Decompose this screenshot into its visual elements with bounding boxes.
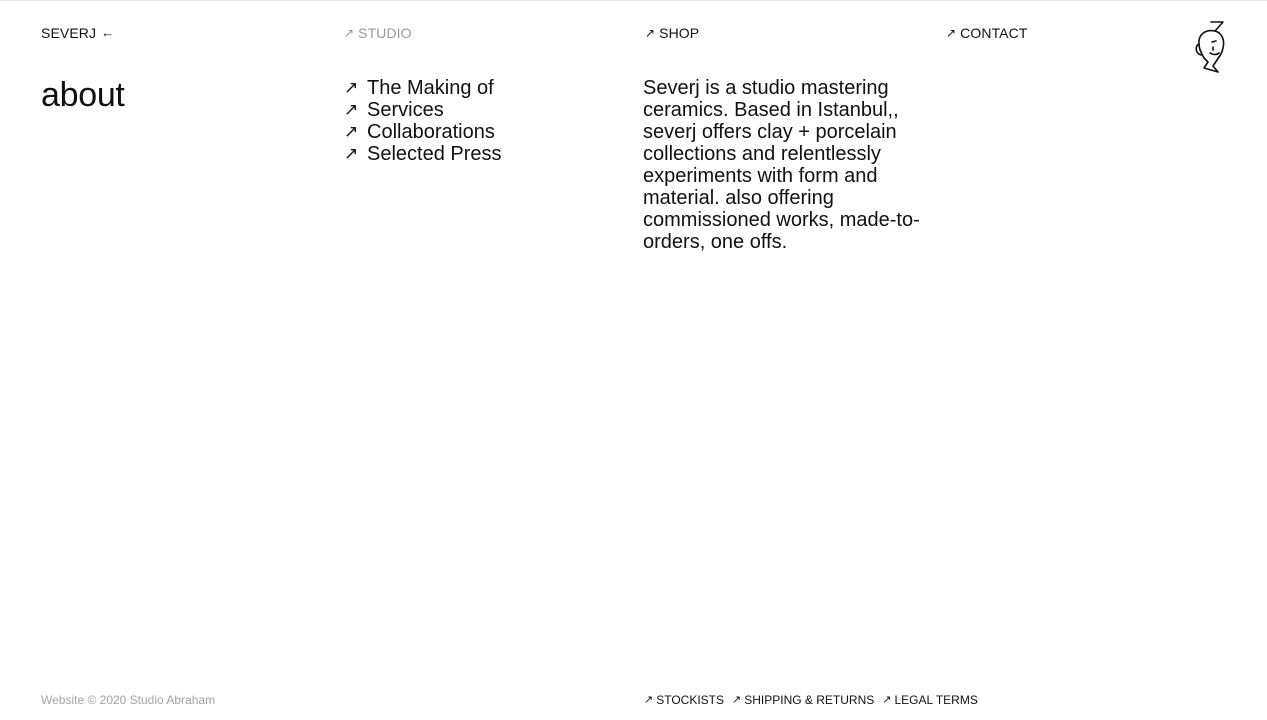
footer-link-label: STOCKISTS [656, 693, 725, 707]
arrow-up-right-icon: ↗ [732, 694, 742, 706]
nav-studio[interactable] [344, 25, 412, 41]
nav-shop-label: SHOP [659, 25, 700, 41]
subnav-item-collaborations[interactable] [344, 121, 502, 143]
arrow-up-right-icon: ↗ [644, 694, 654, 706]
about-subnav [344, 77, 502, 165]
nav-shop[interactable] [645, 25, 699, 41]
page-title: about [41, 76, 125, 114]
footer-links [644, 693, 978, 707]
subnav-item-making-of[interactable] [344, 77, 502, 99]
nav-contact-label: CONTACT [960, 25, 1028, 41]
subnav-item-selected-press[interactable] [344, 143, 502, 165]
subnav-item-label: The Making of [367, 77, 494, 99]
face-line-art-icon[interactable] [1192, 20, 1228, 74]
studio-description: Severj is a studio mastering ceramics. Based in Istanbul,, severj offers clay + porcelain collections and relentlessly experiments with form and material. also offering commissioned works, made-to-orders, one offs. [643, 77, 920, 253]
subnav-item-label: Selected Press [367, 143, 502, 165]
subnav-item-label: Services [367, 99, 444, 121]
arrow-up-right-icon: ↗ [344, 144, 359, 163]
footer-link-stockists[interactable] [644, 693, 724, 707]
footer-copyright: Website © 2020 Studio Abraham [41, 693, 216, 707]
arrow-up-right-icon: ↗ [946, 26, 957, 40]
subnav-item-label: Collaborations [367, 121, 495, 143]
arrow-left-icon: ← [101, 25, 115, 40]
footer-link-legal-terms[interactable] [882, 693, 978, 707]
footer-link-label: LEGAL TERMS [894, 693, 978, 707]
arrow-up-right-icon: ↗ [344, 26, 355, 40]
brand-home-link[interactable] [41, 25, 114, 41]
subnav-item-services[interactable] [344, 99, 502, 121]
arrow-up-right-icon: ↗ [882, 694, 892, 706]
footer-link-shipping-returns[interactable] [732, 693, 874, 707]
arrow-up-right-icon: ↗ [344, 78, 359, 97]
arrow-up-right-icon: ↗ [344, 122, 359, 141]
arrow-up-right-icon: ↗ [645, 26, 656, 40]
nav-contact[interactable] [946, 25, 1027, 41]
arrow-up-right-icon: ↗ [344, 100, 359, 119]
footer-link-label: SHIPPING & RETURNS [744, 693, 875, 707]
brand-label: SEVERJ [41, 25, 97, 41]
nav-studio-label: STUDIO [358, 25, 412, 41]
